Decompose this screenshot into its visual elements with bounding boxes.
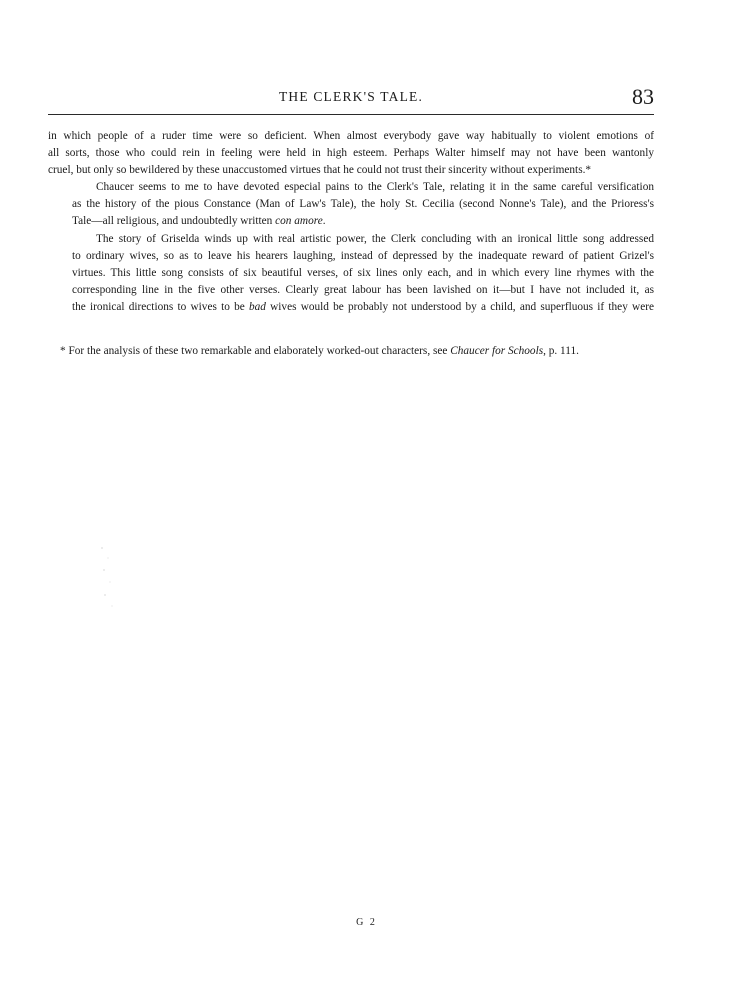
- text-line: in which people of a ruder time were so deficient. When almost everybody gave way habitually to violent emotions of: [48, 130, 654, 142]
- italic-text: bad: [248, 300, 266, 313]
- text-run: .: [322, 215, 326, 228]
- text-line: as the history of the pious Constance (Man of Law's Tale), the holy St. Cecilia (second Nonne's Tale), and the Prioress's: [72, 198, 654, 211]
- body-text: [48, 128, 654, 316]
- text-line: to ordinary wives, so as to leave his hearers laughing, instead of depressed by the inadequate reward of patient Grizel's: [72, 249, 654, 262]
- text-line: cruel, but only so bewildered by these unaccustomed virtues that he could not trust their sincerity without experiments.*: [48, 164, 592, 177]
- text-run: the ironical directions to wives to be: [72, 300, 249, 313]
- italic-text: con amore: [275, 215, 323, 228]
- text-run: Tale—all religious, and undoubtedly written: [72, 215, 276, 228]
- footnote: [60, 343, 660, 359]
- text-line: Chaucer seems to me to have devoted especial pains to the Clerk's Tale, relating it in the same careful versification: [96, 181, 654, 194]
- page-number: 83: [632, 84, 654, 109]
- running-header: [48, 84, 654, 114]
- text-line: virtues. This little song consists of six beautiful verses, of six lines only each, and in which every line rhymes with the: [72, 266, 654, 279]
- text-line: all sorts, those who could rein in feeling were held in high esteem. Perhaps Walter himself may not have been wantonly: [48, 147, 654, 160]
- signature-mark: G 2: [356, 917, 377, 928]
- footnote-italic: Chaucer for Schools: [450, 345, 544, 357]
- text-run: wives would be probably not understood by a child, and superfluous if they were: [265, 300, 654, 313]
- header-rule: [48, 114, 654, 115]
- footnote-text: * For the analysis of these two remarkable and elaborately worked-out characters, see: [60, 345, 451, 357]
- text-line: [48, 213, 654, 230]
- running-title: THE CLERK'S TALE.: [278, 89, 424, 104]
- paragraph-2: [48, 179, 654, 230]
- paper-specks: [96, 540, 126, 620]
- text-line: [48, 299, 654, 316]
- paragraph-3: [48, 231, 654, 316]
- footnote-text: , p. 111.: [543, 345, 579, 357]
- text-line: corresponding line in the five other verses. Clearly great labour has been lavished on it—but I have not included it, as: [72, 283, 654, 296]
- paragraph-1: [48, 128, 654, 179]
- text-line: The story of Griselda winds up with real artistic power, the Clerk concluding with an ironical little song addressed: [96, 232, 654, 245]
